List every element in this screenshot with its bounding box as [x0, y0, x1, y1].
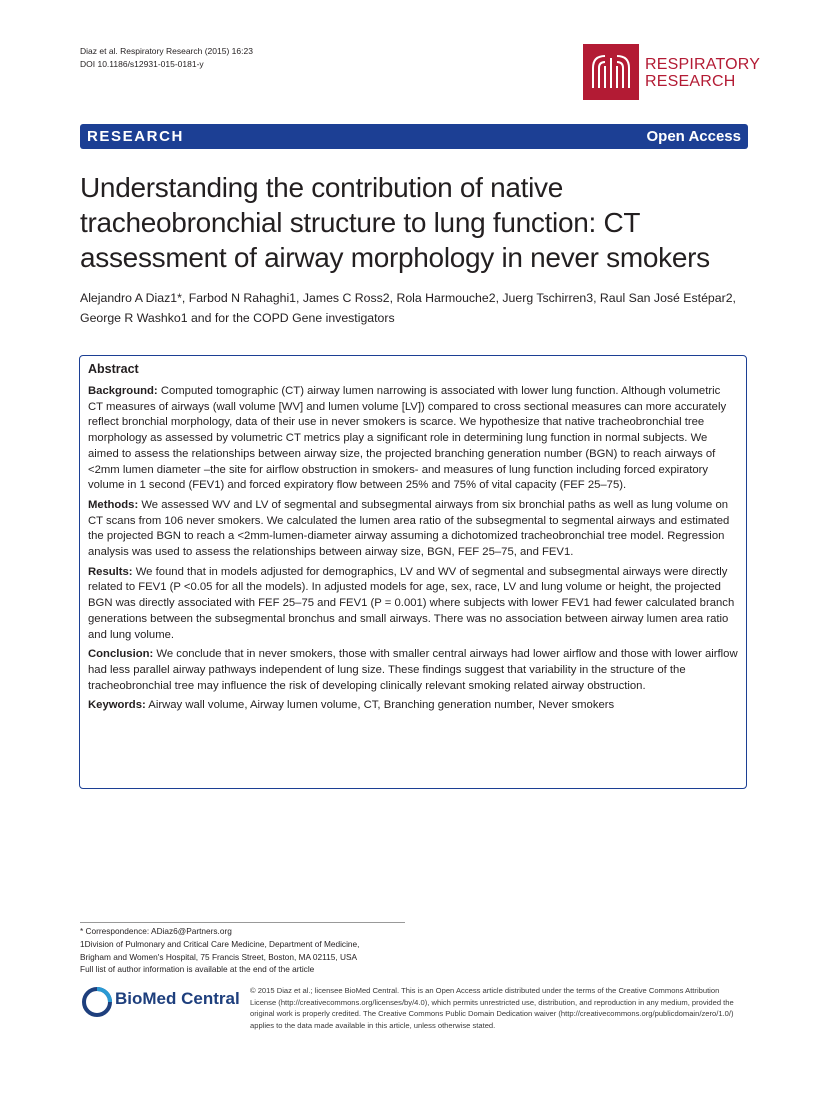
footnote-divider [80, 922, 405, 923]
citation-line-1: Diaz et al. Respiratory Research (2015) 16:23 [80, 46, 253, 56]
abstract-background [88, 384, 738, 494]
conclusion-text: We conclude that in never smokers, those with smaller central airways had lower airflow and those with lower airflow had less parallel airway pathways independent of lung size. These findings suggest that variability in the structure of the tracheobronchial tree may influence the risk of developing clinically relevant smoking related airway obstruction. [88, 648, 738, 692]
article-type-label: RESEARCH [87, 128, 184, 145]
author-list [80, 288, 760, 328]
journal-name [645, 56, 760, 90]
abstract-heading: Abstract [88, 362, 139, 376]
methods-label: Methods: [88, 498, 139, 511]
biomed-central-wordmark: BioMed Central [115, 989, 240, 1008]
article-title: Understanding the contribution of native tracheobronchial structure to lung function: CT assessment of airway morphology in never smokers [80, 172, 710, 273]
affiliation-line-1: 1Division of Pulmonary and Critical Care Medicine, Department of Medicine, [80, 938, 360, 949]
journal-logo-icon [583, 44, 639, 100]
affiliation-line-2: Brigham and Women's Hospital, 75 Francis Street, Boston, MA 02115, USA [80, 951, 358, 962]
footnotes [80, 925, 410, 976]
article-type-banner [80, 124, 748, 149]
results-text: We found that in models adjusted for demographics, LV and WV of segmental and subsegmental airways were directly related to FEV1 (P <0.05 for all the models). In adjusted models for age, sex, race, LV and lung volume or height, the projected BGN was directly associated with FEF 25–75 and FEV1 (P = 0.001) where subjects with lower FEV1 had fewer calculated branch generations between the subsegmental bronchus and small airways. There was no association between airway lumen area ratio and lung volume. [88, 565, 735, 641]
authors-line-2: George R Washko1 and for the COPD Gene investigators [80, 311, 395, 325]
correspondence-email[interactable]: * Correspondence: ADiaz6@Partners.org [80, 926, 232, 936]
open-access-label: Open Access [646, 128, 741, 145]
abstract-keywords [88, 698, 738, 714]
journal-name-line-2: RESEARCH [645, 73, 736, 90]
abstract-methods [88, 498, 738, 561]
abstract-results [88, 565, 738, 644]
results-label: Results: [88, 565, 133, 578]
author-info-note: Full list of author information is available at the end of the article [80, 964, 315, 975]
conclusion-label: Conclusion: [88, 648, 154, 661]
abstract-box [79, 355, 747, 789]
methods-text: We assessed WV and LV of segmental and subsegmental airways from six bronchial paths as well as lung volume on CT scans from 106 never smokers. We calculated the lumen area ratio of the subsegmental to segmental airways and estimated the projected BGN to reach a <2mm-lumen-diameter airway assuming a dichotomized tracheobronchial tree model. Regression analysis was used to assess the relationships between airway size, BGN, FEF 25–75, and FEV1. [88, 498, 730, 559]
background-label: Background: [88, 385, 158, 397]
keywords-text: Airway wall volume, Airway lumen volume, CT, Branching generation number, Never smokers [148, 699, 615, 712]
article-citation [80, 45, 253, 71]
license-statement: © 2015 Diaz et al.; licensee BioMed Central. This is an Open Access article distributed under the terms of the Creative Commons Attribution License (http://creativecommons.org/licenses/by/4.0), which permits unrestricted use, distribution, and reproduction in any medium, provided the original work is properly credited. The Creative Commons Public Domain Dedication waiver (http://creativecommons.org/publicdomain/zero/1.0/) applies to the data made available in this article, unless otherwise stated. [250, 986, 734, 1030]
abstract-conclusion [88, 647, 738, 694]
authors-line-1: Alejandro A Diaz1*, Farbod N Rahaghi1, James C Ross2, Rola Harmouche2, Juerg Tschirren3, Raul San José Estépar2, [80, 291, 736, 305]
keywords-label: Keywords: [88, 699, 146, 712]
journal-name-line-1: RESPIRATORY [645, 56, 761, 73]
background-text: Computed tomographic (CT) airway lumen narrowing is associated with lower lung function. Although volumetric CT measures of airways (wall volume [WV] and lumen volume [LV]) compared to cross sectional measures can more accurately reflect bronchial morphology, data of their use in never smokers is scarce. We hypothesize that native tracheobronchial tree morphology as assessed by volumetric CT metrics play a significant role in determining lung function in normal subjects. We aimed to assess the relationships between airway size, the projected branching generation number (BGN) to reach airways of <2mm lumen diameter –the site for airflow obstruction in smokers- and measures of lung function including forced expiratory volume in 1 second (FEV1) and forced expiratory flow between 25% and 75% of vital capacity (FEF 25–75). [88, 385, 727, 492]
biomed-central-logo-icon [80, 985, 114, 1019]
doi-line: DOI 10.1186/s12931-015-0181-y [80, 59, 204, 69]
